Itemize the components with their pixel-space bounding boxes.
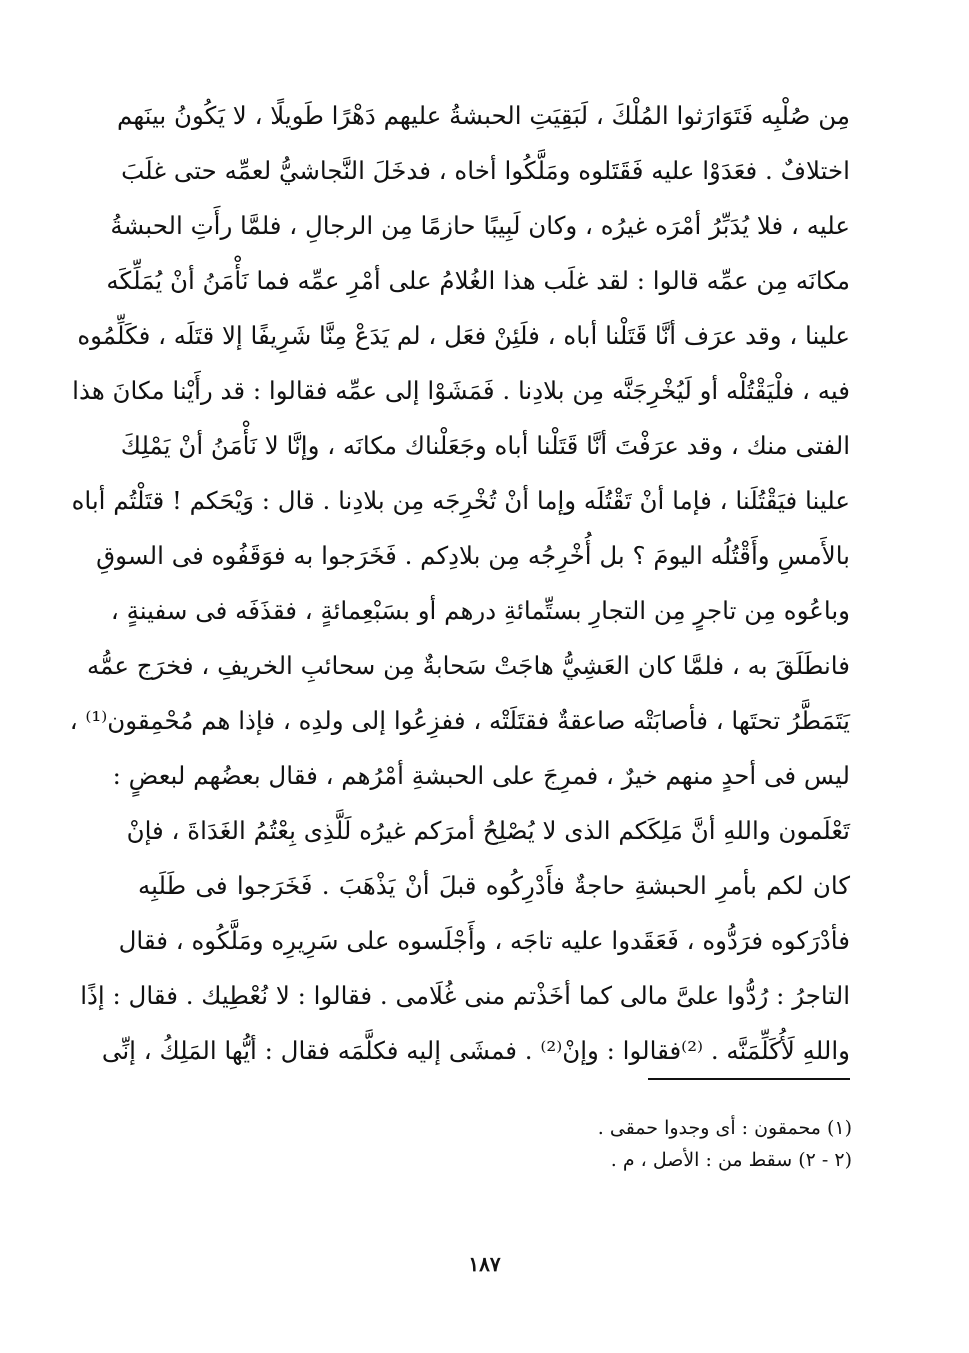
text-line: ليس فى أحدٍ منهم خيرٌ ، فمرِجَ على الحبشةِ أمْرُهم ، فقال بعضُهم لبعضٍ : — [112, 761, 850, 790]
text-line: علينا فيَقْتُلَنا ، فإما أنْ تَقْتُلَه وإما أنْ تُخْرِجَه مِن بلادِنا . قال : وَيْحَكم ! قتَلْتُم أباه — [71, 486, 850, 515]
text-line: فيه ، فلْيَقْتُلْه أو لَيُخْرِجَنَّه مِن بلادِنا . فَمَشَوْا إلى عمِّه فقالوا : قد رأَيْنا مكانَ هذا — [72, 376, 850, 405]
footnote-2: (٢ - ٢) سقط من : الأصل ، م . — [610, 1149, 852, 1171]
text-line: عليه ، فلا يُدَبِّرُ أمْرَه غيرُه ، وكان لَبِيبًا حازمًا مِن الرجالِ ، فلمَّا رأَتِ الحبشةُ — [110, 211, 850, 240]
text-line: تَعْلَمون واللهِ أنَّ مَلِكَكم الذى لا يُصْلِحُ أمرَكم غيرُه لَلَّذِى بِعْتُمُ الغَدَاةَ ، فإنْ — [126, 816, 850, 845]
text-line: الفتى منك ، وقد عرَفْتَ أنَّا قَتَلْنا أباه وجَعَلْناك مكانَه ، وإنَّا لا نَأْمَنُ أنْ يَمْلِكَ — [120, 431, 850, 460]
footnote-separator — [648, 1078, 850, 1080]
text-line: يَتَمَطَّرُ تحتَها ، فأصابَتْه صاعقةٌ فقتَلَتْه ، ففزِعُوا إلى ولدِه ، فإذا هم مُحْمِقون⁽¹⁾ ، — [69, 706, 850, 735]
text-line: بالأَمسِ وأَقْتُلُه اليومَ ؟ بل أُخْرِجُه مِن بلادِكم . فَخَرَجوا به فوَقَفُوه فى السوقِ — [96, 541, 850, 570]
text-line: فأدْرَكوه فرَدُّوه ، فَعَقَدوا عليه تاجَه ، وأَجْلَسوه على سَرِيرِه ومَلَّكُوه ، فقال — [118, 926, 850, 955]
footnote-1: (١) محمقون : أى وجدوا حمقى . — [597, 1117, 852, 1139]
text-line: علينا ، وقد عرَف أنَّا قَتَلْنا أباه ، فلَئِنْ فعَل ، لم يَدَعْ مِنَّا شَرِيفًا إلا قتَلَه ، فكَلِّمُوه — [77, 321, 850, 350]
body-text — [69, 88, 850, 1078]
text-line: وباعُوه مِن تاجرٍ مِن التجارِ بستِّمائةِ درهم أو بسَبْعِمائةٍ ، فقذَفَه فى سفينةٍ ، — [110, 596, 850, 625]
text-line: مكانَه مِن عمِّه قالوا : لقد غلَب هذا الغُلامُ على أمْرِ عمِّه فما نَأْمَنُ أنْ يُمَلِّكَه — [106, 266, 850, 295]
text-line: فانطَلَقَ به ، فلمَّا كان العَشِيُّ هاجَتْ سَحابةٌ مِن سحائبِ الخريفِ ، فخرَج عمُّه — [87, 651, 850, 680]
text-line: كان لكم بأمرِ الحبشةِ حاجةٌ فأَدْرِكُوه قبلَ أنْ يَذْهَبَ . فَخَرَجوا فى طَلَبِه — [138, 871, 850, 900]
page-number: ١٨٧ — [468, 1252, 501, 1276]
text-line: مِن صُلْبِه فَتَوَارَثوا المُلْكَ ، لَبَقِيَتِ الحبشةُ عليهم دَهْرًا طَويلًا ، لا يَكُونُ بينَهم — [117, 101, 850, 130]
footnotes — [300, 1112, 852, 1176]
text-line: اختلافٌ . فعَدَوْا عليه فَقَتَلوه ومَلَّكُوا أخاه ، فدخَلَ النَّجاشيُّ لعمِّه حتى غلَبَ — [121, 156, 850, 185]
text-line: التاجرُ : رُدُّوا علىَّ مالى كما أخَذْتم منى غُلَامى . فقالوا : لا نُعْطِيك . فقال : إذًا — [80, 981, 850, 1010]
text-line: واللهِ لَأُكَلِّمَنَّه . ⁽²⁾فقالوا : وإنْ⁽²⁾ . فمشَى إليه فكلَّمَه فقال : أيُّها المَلِكُ ، إنِّى — [101, 1036, 850, 1065]
